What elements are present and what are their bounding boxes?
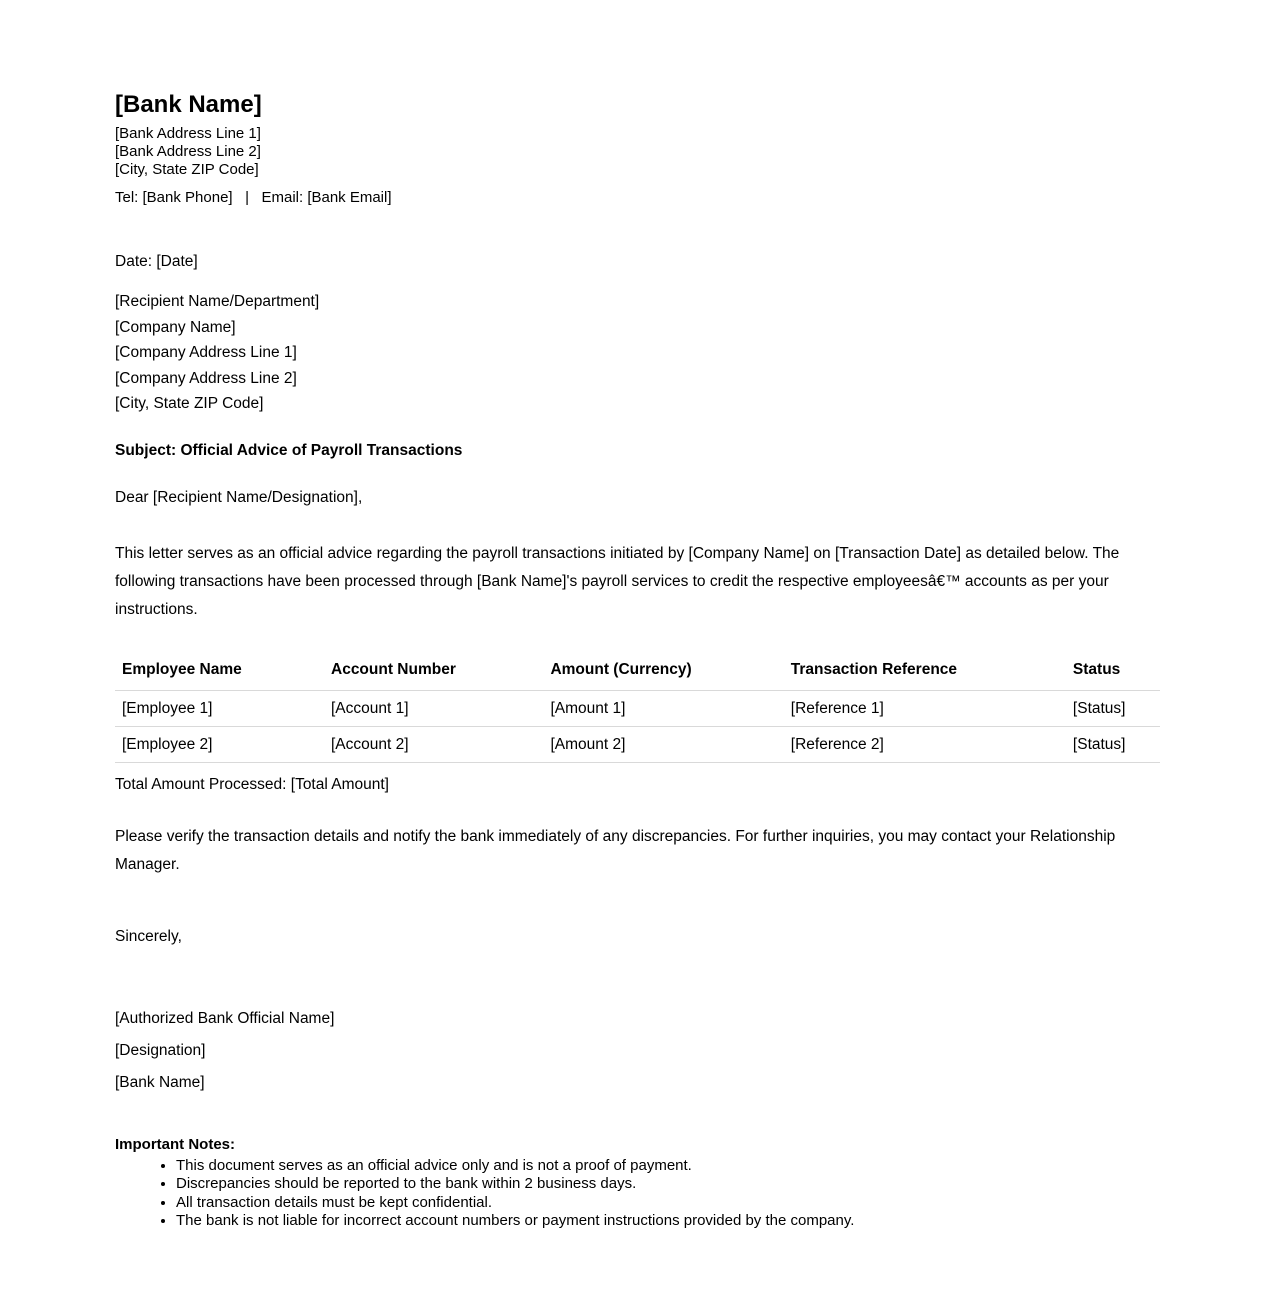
cell-reference-2: [Reference 2] bbox=[784, 726, 1066, 762]
total-amount-line: Total Amount Processed: [Total Amount] bbox=[115, 775, 389, 793]
recipient-address-line-1: [Company Address Line 1] bbox=[115, 344, 297, 361]
date-line: Date: [Date] bbox=[115, 253, 198, 270]
official-designation: [Designation] bbox=[115, 1041, 206, 1059]
recipient-name-department: [Recipient Name/Department] bbox=[115, 293, 320, 310]
bank-address-city-line: [City, State ZIP Code] bbox=[115, 161, 259, 178]
note-item-liability: • The bank is not liable for incorrect account numbers or payment instructions provided by the company. bbox=[176, 1212, 1160, 1231]
note-item-confidential: • All transaction details must be kept confidential. bbox=[176, 1194, 1160, 1213]
recipient-company-name: [Company Name] bbox=[115, 318, 236, 336]
cell-amount-1: [Amount 1] bbox=[543, 690, 783, 726]
subject-line: Subject: Official Advice of Payroll Transactions bbox=[115, 441, 463, 459]
recipient-address-line-2: [Company Address Line 2] bbox=[115, 369, 297, 387]
col-header-account-number: Account Number bbox=[324, 660, 543, 691]
col-header-employee-name: Employee Name bbox=[115, 660, 324, 691]
col-header-amount-currency: Amount (Currency) bbox=[543, 660, 783, 691]
cell-employee-1: [Employee 1] bbox=[115, 690, 324, 726]
cell-status-1: [Status] bbox=[1066, 690, 1160, 726]
table-header-row bbox=[115, 660, 1160, 691]
transactions-table bbox=[115, 660, 1160, 763]
important-notes-section bbox=[115, 1135, 1160, 1231]
authorized-official-name: [Authorized Bank Official Name] bbox=[115, 1009, 335, 1027]
closing-sincerely: Sincerely, bbox=[115, 927, 182, 945]
bank-address-line-2: [Bank Address Line 2] bbox=[115, 143, 261, 160]
notes-heading: Important Notes: bbox=[115, 1135, 235, 1153]
bank-contact-line: Tel: [Bank Phone] | Email: [Bank Email] bbox=[115, 189, 392, 206]
cell-account-2: [Account 2] bbox=[324, 726, 543, 762]
recipient-city-line: [City, State ZIP Code] bbox=[115, 395, 264, 412]
bank-name-heading: [Bank Name] bbox=[115, 91, 262, 118]
recipient-block bbox=[115, 289, 1160, 417]
signature-block bbox=[115, 1003, 1160, 1099]
col-header-status: Status bbox=[1066, 660, 1160, 691]
salutation: Dear [Recipient Name/Designation], bbox=[115, 488, 363, 506]
cell-status-2: [Status] bbox=[1066, 726, 1160, 762]
bank-letterhead bbox=[115, 92, 1160, 207]
note-item-official-advice: • This document serves as an official advice only and is not a proof of payment. bbox=[176, 1157, 1160, 1176]
cell-reference-1: [Reference 1] bbox=[784, 690, 1066, 726]
table-row bbox=[115, 726, 1160, 762]
cell-account-1: [Account 1] bbox=[324, 690, 543, 726]
cell-amount-2: [Amount 2] bbox=[543, 726, 783, 762]
cell-employee-2: [Employee 2] bbox=[115, 726, 324, 762]
table-row bbox=[115, 690, 1160, 726]
closing-bank-name: [Bank Name] bbox=[115, 1073, 205, 1091]
verification-paragraph: Please verify the transaction details and notify the bank immediately of any discrepancies. For further inquiries, you may contact your Relationship Manager. bbox=[115, 827, 1116, 873]
notes-list bbox=[115, 1157, 1160, 1231]
note-item-discrepancies: • Discrepancies should be reported to the bank within 2 business days. bbox=[176, 1175, 1160, 1194]
bank-address-line-1: [Bank Address Line 1] bbox=[115, 125, 261, 142]
body-paragraph: This letter serves as an official advice regarding the payroll transactions initiated by [Company Name] on [Transaction Date] as detailed below. The following transactions have been processed through [Bank Name]'s payroll services to credit the respective employeesâ€™ accounts as per your instructions. bbox=[115, 544, 1120, 618]
col-header-transaction-reference: Transaction Reference bbox=[784, 660, 1066, 691]
